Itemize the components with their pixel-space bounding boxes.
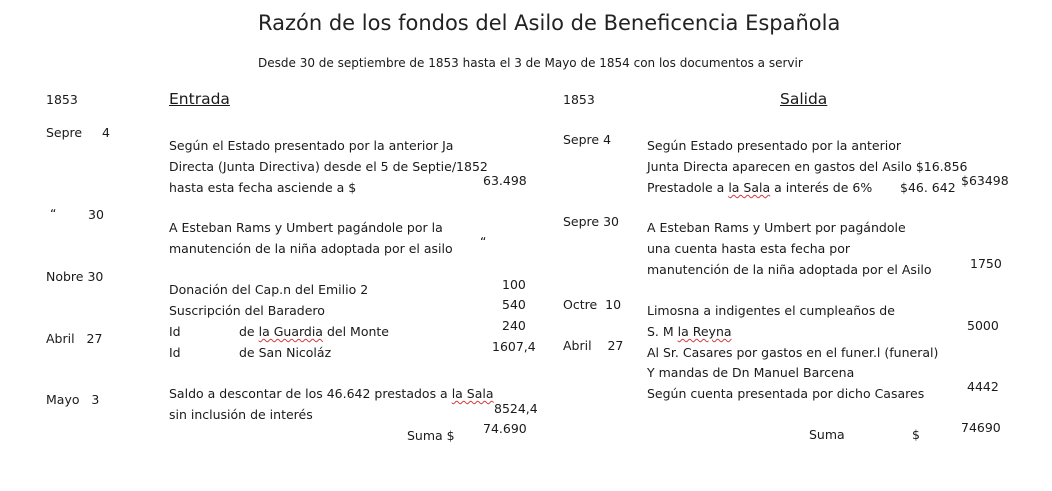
salida-line-1: Según Estado presentado por la anterior — [647, 138, 902, 153]
entrada-year: 1853 — [46, 92, 78, 107]
salida-date-4: Abril 27 — [563, 338, 624, 353]
salida-date-3: Octre 10 — [563, 297, 622, 312]
entrada-date-4: Abril 27 — [46, 331, 103, 346]
salida-amount-1: $63498 — [961, 173, 1009, 188]
entrada-amount-3: 100 — [502, 277, 526, 292]
entrada-amount-1: 63.498 — [483, 173, 527, 188]
salida-amount-3: 5000 — [967, 318, 999, 333]
salida-date-1: Sepre 4 — [563, 132, 612, 147]
entrada-heading: Entrada — [169, 90, 230, 108]
salida-line-2: Junta Directa aparecen en gastos del Asilo $16.856 — [647, 159, 968, 174]
salida-line-8: S. M la Reyna — [647, 324, 732, 339]
entrada-amount-2: “ — [480, 234, 487, 249]
entrada-line-8-id: Id — [169, 324, 181, 339]
entrada-line-7: Suscripción del Baradero — [169, 303, 325, 318]
entrada-line-6: Donación del Cap.n del Emilio 2 — [169, 282, 369, 297]
entrada-date-5: Mayo 3 — [46, 392, 100, 407]
entrada-amount-6: 1607,4 — [492, 339, 536, 354]
salida-line-11: Según cuenta presentada por dicho Casares — [647, 386, 925, 401]
salida-line-7: Limosna a indigentes el cumpleaños de — [647, 303, 895, 318]
salida-total-currency: $ — [912, 427, 920, 442]
entrada-amount-5: 240 — [502, 318, 526, 333]
entrada-line-9-id: Id — [169, 345, 181, 360]
salida-amount-4: 4442 — [967, 379, 999, 394]
entrada-line-8-text: de la Guardia del Monte — [239, 324, 389, 339]
entrada-amount-4: 540 — [502, 297, 526, 312]
entrada-line-3: hasta esta fecha asciende a $ — [169, 180, 357, 195]
entrada-line-10: Saldo a descontar de los 46.642 prestados a la Sala — [169, 386, 494, 401]
salida-line-3: Prestadole a la Sala a interés de 6% — [647, 180, 873, 195]
entrada-line-5: manutención de la niña adoptada por el asilo — [169, 241, 453, 256]
salida-line-9: Al Sr. Casares por gastos en el funer.l (funeral) — [647, 345, 939, 360]
salida-line-10: Y mandas de Dn Manuel Barcena — [647, 365, 855, 380]
salida-line-6: manutención de la niña adoptada por el Asilo — [647, 262, 932, 277]
document-subtitle: Desde 30 de septiembre de 1853 hasta el 3 de Mayo de 1854 con los documentos a servir — [258, 56, 803, 70]
entrada-line-4: A Esteban Rams y Umbert pagándole por la — [169, 220, 443, 235]
entrada-line-11: sin inclusión de interés — [169, 407, 313, 422]
salida-line-5: una cuenta hasta esta fecha por — [647, 241, 851, 256]
salida-line-3-amount: $46. 642 — [900, 180, 956, 195]
entrada-total: 74.690 — [483, 421, 527, 436]
salida-date-2: Sepre 30 — [563, 214, 619, 229]
entrada-line-9-text: de San Nicoláz — [239, 345, 332, 360]
salida-heading: Salida — [780, 90, 828, 108]
document-title: Razón de los fondos del Asilo de Beneficencia Española — [258, 11, 841, 35]
entrada-line-2: Directa (Junta Directiva) desde el 5 de Septie/1852 — [169, 159, 488, 174]
entrada-date-2-mark: “ — [50, 206, 57, 221]
entrada-total-label: Suma $ — [407, 428, 455, 443]
salida-line-4: A Esteban Rams y Umbert por pagándole — [647, 220, 906, 235]
salida-total: 74690 — [961, 420, 1001, 435]
entrada-amount-7: 8524,4 — [494, 401, 538, 416]
entrada-date-1: Sepre 4 — [46, 125, 110, 140]
salida-total-label: Suma — [809, 427, 845, 442]
salida-amount-2: 1750 — [970, 256, 1002, 271]
entrada-date-2-day: 30 — [88, 207, 104, 222]
entrada-line-1: Según el Estado presentado por la anterior Ja — [169, 138, 454, 153]
entrada-date-3: Nobre 30 — [46, 269, 104, 284]
salida-year: 1853 — [563, 92, 595, 107]
